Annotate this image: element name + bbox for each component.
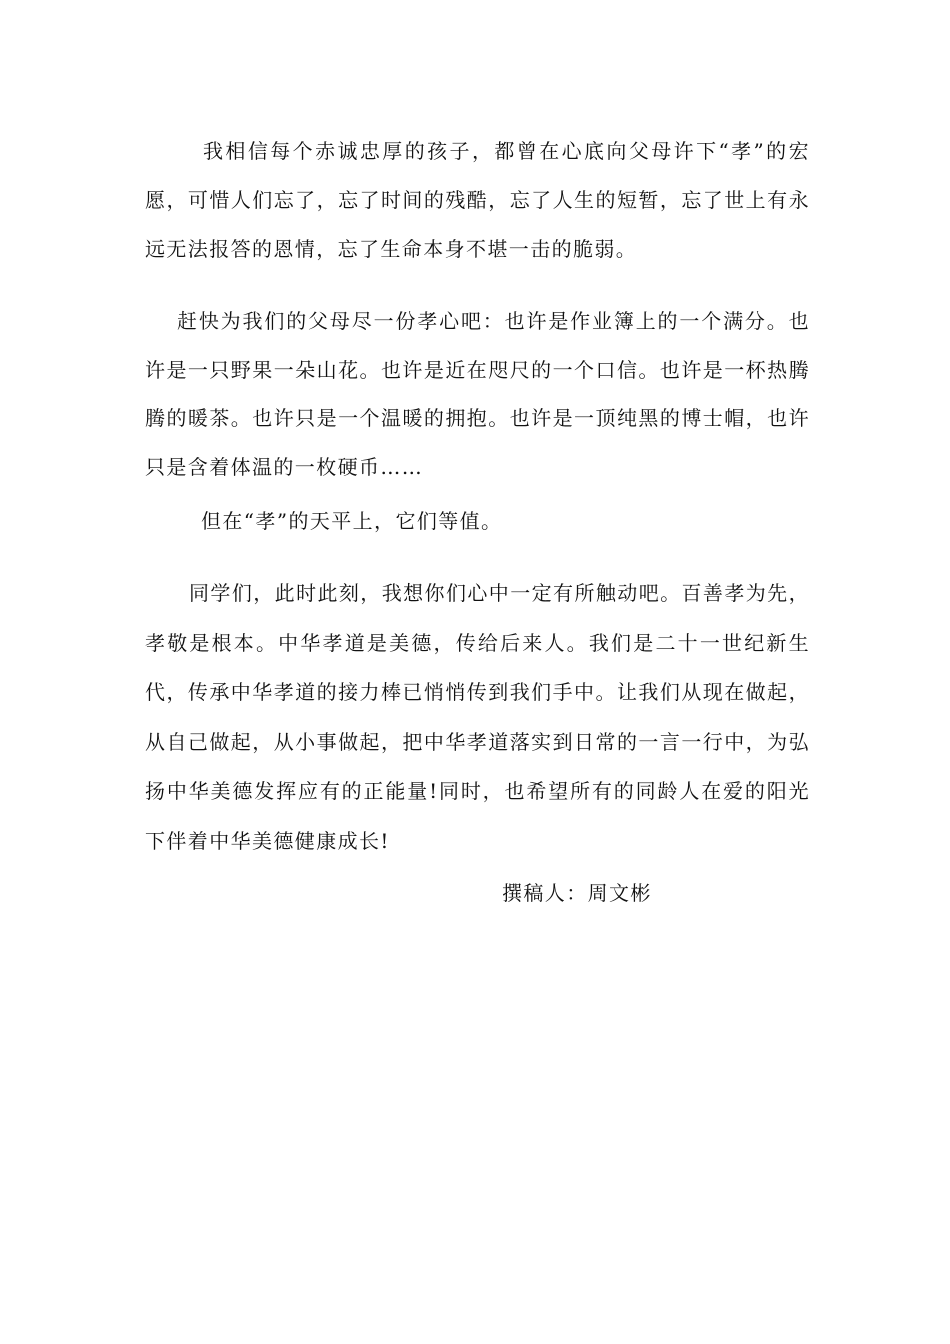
paragraph-equal-value: 但在“孝”的天平上，它们等值。 <box>201 509 503 533</box>
author-signature: 撰稿人：周文彬 <box>502 881 652 905</box>
paragraph-call-to-classmates: 同学们，此时此刻，我想你们心中一定有所触动吧。百善孝为先，孝敬是根本。中华孝道是美德，传给后来人。我们是二十一世纪新生代，传承中华孝道的接力棒已悄悄传到我们手中。让我们从现在做起，从自己做起，从小事做起，把中华孝道落实到日常的一言一行中，为弘扬中华美德发挥应有的正能量!同时，也希望所有的同龄人在爱的阳光下伴着中华美德健康成长! <box>145 581 810 853</box>
paragraph-filial-acts: 赶快为我们的父母尽一份孝心吧：也许是作业簿上的一个满分。也许是一只野果一朵山花。也许是近在咫尺的一个口信。也许是一杯热腾腾的暖茶。也许只是一个温暖的拥抱。也许是一顶纯黑的博士帽，也许只是含着体温的一枚硬币…… <box>145 309 810 479</box>
paragraph-filial-vow: 我相信每个赤诚忠厚的孩子，都曾在心底向父母许下“孝”的宏愿，可惜人们忘了，忘了时间的残酷，忘了人生的短暂，忘了世上有永远无法报答的恩情，忘了生命本身不堪一击的脆弱。 <box>145 139 810 261</box>
